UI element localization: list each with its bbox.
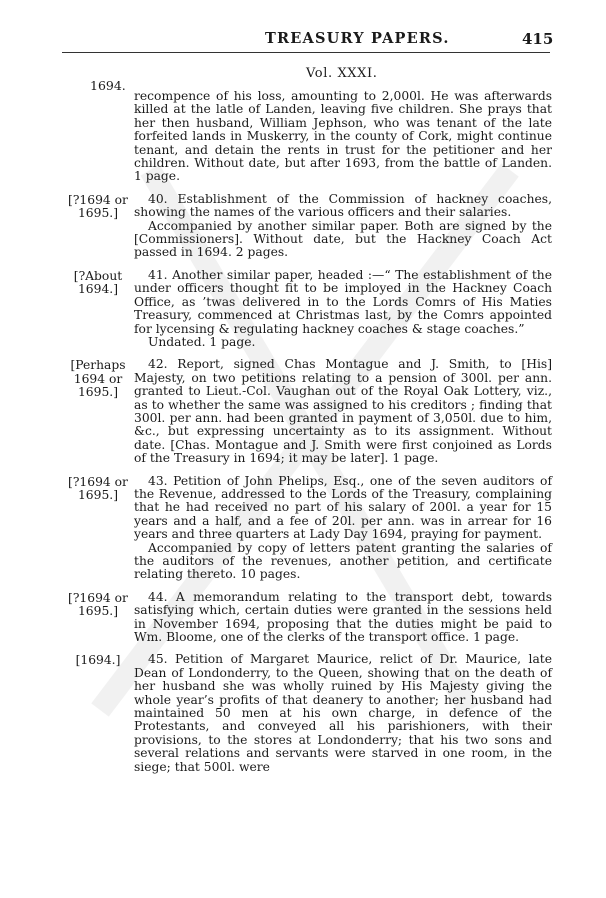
paragraph: Accompanied by another similar paper. Both are signed by the [Commissioners]. Without date, but the Hackney Coach Act passed in 1694. 2 pages. <box>134 218 552 260</box>
entry <box>62 475 552 582</box>
paragraph: recompence of his loss, amounting to 2,000l. He was afterwards killed at the latle of Landen, leaving five children. She prays that her then husband, William Jephson, who was tenant of the late forfeited lands in Muskerry, in the county of Cork, might continue tenant, and detain the rents in trust for the petitioner and her children. Without date, but after 1693, from the battle of Landen. 1 page. <box>134 89 552 184</box>
entry <box>62 193 552 260</box>
margin-date <box>62 90 134 184</box>
page-number: 415 <box>522 30 554 48</box>
entry-text <box>134 358 552 465</box>
sub-head <box>0 66 606 93</box>
header-rule <box>62 52 550 53</box>
paragraph: 43. Petition of John Phelips, Esq., one of the seven auditors of the Revenue, addressed to the Lords of the Treasury, complaining that he had received no part of his salary of 200l. a year for 15 years and a half, and a fee of 20l. per ann. was in arrear for 16 years and three quarters at Lady Day 1694, praying for payment. <box>134 473 552 542</box>
entry-text <box>134 193 552 260</box>
margin-date: [1694.] <box>75 653 121 668</box>
paragraph: 44. A memorandum relating to the transport debt, towards satisfying which, certain duties were granted in the sessions held in November 1694, proposing that the duties might be paid to Wm. Bloome, one of the clerks of the transport office. 1 page. <box>134 589 552 645</box>
paragraph: 40. Establishment of the Commission of hackney coaches, showing the names of the various officers and their salaries. <box>134 191 552 220</box>
running-title: TREASURY PAPERS. <box>265 30 450 47</box>
entry-text <box>134 475 552 582</box>
entry-text <box>134 269 552 349</box>
volume-heading: Vol. XXXI. <box>306 66 378 81</box>
entry-text <box>134 591 552 645</box>
paragraph: 42. Report, signed Chas Montague and J. Smith, to [His] Majesty, on two petitions relating to a pension of 300l. per ann. granted to Lieut.-Col. Vaughan out of the Royal Oak Lottery, viz., as to whether the same was assigned to his creditors ; finding that 300l. per ann. had been granted in payment of 3,050l. due to him, &c., but expressing uncertainty as to its assignment. Without date. [Chas. Montague and J. Smith were first conjoined as Lords of the Treasury in 1694; it may be later]. 1 page. <box>134 357 552 466</box>
paragraph: Undated. 1 page. <box>148 334 256 349</box>
paragraph: 45. Petition of Margaret Maurice, relict of Dr. Maurice, late Dean of Londonderry, to the Queen, showing that on the death of her husband she was wholly ruined by His Majesty giving the whole year’s profits of that deanery to another; her husband had maintained 50 men at his own charge, in defence of the Protestants, and conveyed all his parishioners, with their provisions, to the stores at Londonderry; that his two sons and several relations and servants were starved in one room, in the siege; that 500l. were <box>134 652 552 774</box>
margin-date: [?1694 or 1695.] <box>68 474 128 502</box>
margin-date: [?1694 or 1695.] <box>68 192 128 221</box>
running-head <box>0 30 606 50</box>
entry-text <box>134 653 552 774</box>
margin-date: [?1694 or 1695.] <box>68 590 128 619</box>
entry <box>62 90 552 184</box>
margin-date: [?About 1694.] <box>73 268 123 297</box>
margin-year: 1694. <box>90 78 126 93</box>
entry <box>62 269 552 349</box>
entry-text <box>134 90 552 184</box>
entry <box>62 591 552 645</box>
entry <box>62 653 552 774</box>
margin-date: [Perhaps 1694 or 1695.] <box>70 358 126 400</box>
entry <box>62 358 552 465</box>
paragraph: 41. Another similar paper, headed :—“ The establishment of the under officers thought fit to be imployed in the Hackney Coach Office, as ’twas delivered in to the Lords Comrs of His Maties Treasury, commenced at Christmas last, by the Comrs appointed for lycensing & regulating hackney coaches & stage coaches.” <box>134 267 552 336</box>
entries-list <box>62 90 552 783</box>
paragraph: Accompanied by copy of letters patent granting the salaries of the auditors of the revenues, another petition, and certificate relating thereto. 10 pages. <box>134 540 552 582</box>
